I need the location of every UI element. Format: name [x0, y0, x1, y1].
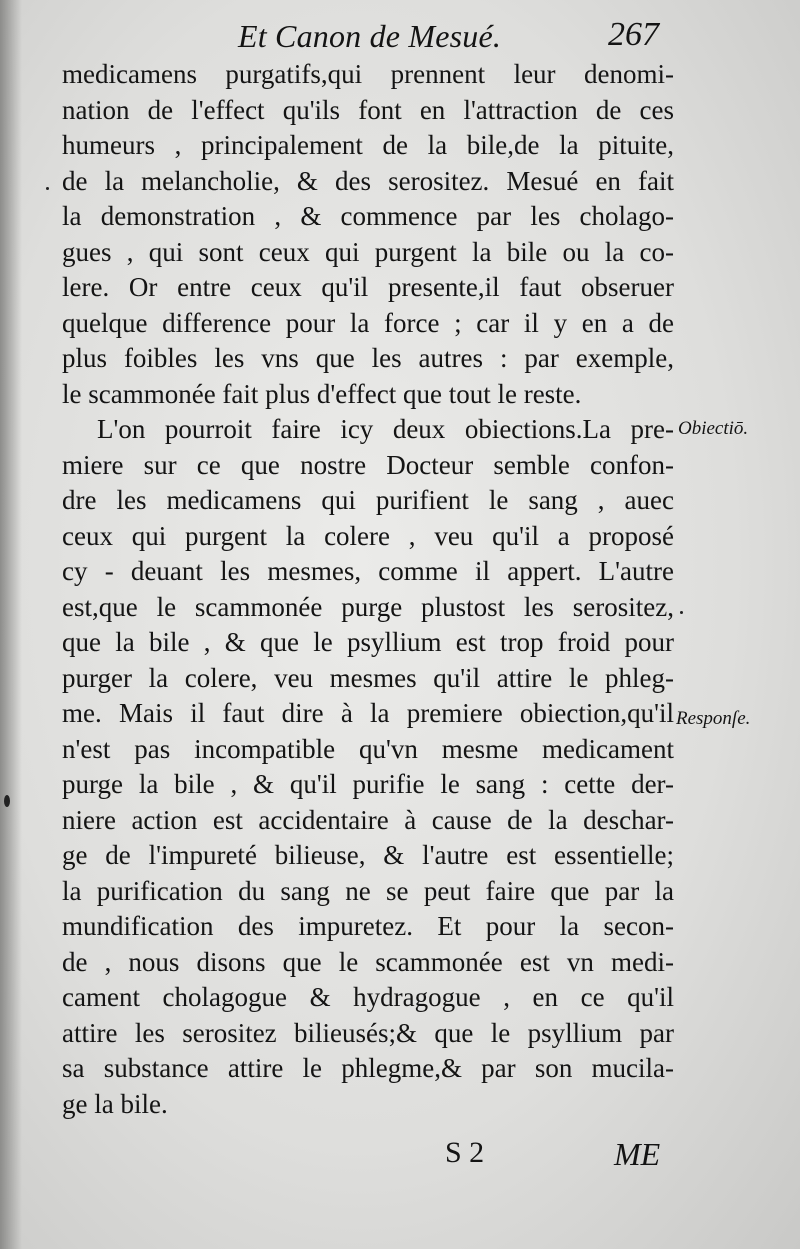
ink-speck	[680, 611, 683, 614]
text-line: nation de l'effect qu'ils font en l'attraction de ces	[62, 94, 674, 125]
text-line: niere action est accidentaire à cause de la deschar-	[62, 804, 674, 835]
text-line: quelque difference pour la force ; car il y en a de	[62, 307, 674, 338]
text-line: purger la colere, veu mesmes qu'il attire le phleg-	[62, 662, 674, 693]
ink-speck	[4, 795, 10, 807]
text-line: que la bile , & que le psyllium est trop froid pour	[62, 627, 674, 657]
text-line: humeurs , principalement de la bile,de la pituite,	[62, 130, 674, 160]
text-line: de la melancholie, & des serositez. Mesué en fait	[62, 165, 674, 196]
text-line: est,que le scammonée purge plustost les serositez,	[62, 591, 674, 622]
text-line: cy - deuant les mesmes, comme il appert. L'autre	[62, 556, 674, 586]
text-line: medicamens purgatifs,qui prennent leur denomi-	[62, 59, 674, 89]
text-line: sa substance attire le phlegme,& par son mucila-	[62, 1053, 674, 1083]
text-line: ceux qui purgent la colere , veu qu'il a proposé	[62, 520, 674, 551]
ink-speck	[46, 187, 49, 190]
text-line: plus foibles les vns que les autres : par exemple,	[62, 343, 674, 373]
sidenote-response: Responſe.	[676, 708, 751, 729]
text-line: n'est pas incompatible qu'vn mesme medicament	[62, 733, 674, 764]
text-line: cament cholagogue & hydragogue , en ce qu'il	[62, 982, 674, 1012]
text-line: ge la bile.	[62, 1088, 168, 1119]
text-line: miere sur ce que nostre Docteur semble confon-	[62, 449, 674, 480]
text-line: attire les serositez bilieusés;& que le psyllium par	[62, 1017, 674, 1048]
text-line: me. Mais il faut dire à la premiere obiection,qu'il	[62, 698, 674, 728]
text-line: ge de l'impureté bilieuse, & l'autre est essentielle;	[62, 840, 674, 870]
text-line: purge la bile , & qu'il purifie le sang : cette der-	[62, 769, 674, 799]
text-line: gues , qui sont ceux qui purgent la bile ou la co-	[62, 236, 674, 267]
text-line: la purification du sang ne se peut faire que par la	[62, 875, 674, 906]
catchword: ME	[614, 1136, 661, 1172]
body-text	[62, 57, 674, 1122]
page-number: 267	[608, 16, 659, 53]
sidenote-objection: Obiectiō.	[678, 418, 749, 439]
text-line: mundification des impuretez. Et pour la secon-	[62, 911, 674, 941]
text-line: L'on pourroit faire icy deux obiections.La pre-	[97, 414, 674, 444]
page-footer	[0, 1136, 800, 1176]
text-line: le scammonée fait plus d'effect que tout le reste.	[62, 378, 582, 409]
text-line: lere. Or entre ceux qu'il presente,il faut obseruer	[62, 272, 674, 302]
running-title: Et Canon de Mesué.	[238, 18, 502, 54]
text-line: dre les medicamens qui purifient le sang , auec	[62, 485, 674, 515]
text-line: la demonstration , & commence par les cholago-	[62, 201, 674, 231]
signature-mark: S 2	[445, 1136, 485, 1169]
text-line: de , nous disons que le scammonée est vn medi-	[62, 946, 674, 977]
gutter-shadow	[0, 0, 22, 1249]
